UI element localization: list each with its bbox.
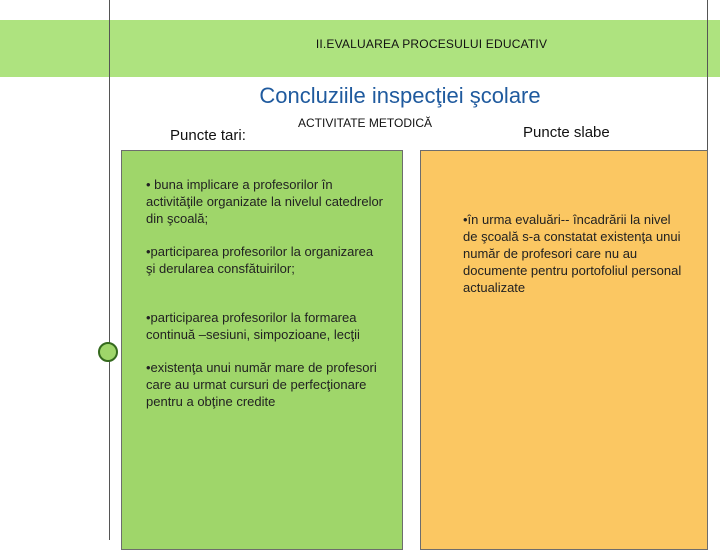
right-vertical-line xyxy=(707,0,708,150)
activity-heading: ACTIVITATE METODICĂ xyxy=(298,116,433,130)
strength-item: •participarea profesorilor la organizarea şi derularea consfătuirilor; xyxy=(146,244,374,276)
weaknesses-heading: Puncte slabe xyxy=(523,124,610,141)
strengths-heading: Puncte tari: xyxy=(170,127,246,144)
strength-item: •participarea profesorilor la formarea continuă –sesiuni, simpozioane, lecţii xyxy=(146,310,360,342)
strength-item: • buna implicare a profesorilor în activităţile organizate la nivelul catedrelor din şcoală; xyxy=(146,177,384,226)
weaknesses-box xyxy=(420,150,708,550)
header-title: II.EVALUAREA PROCESULUI EDUCATIV xyxy=(315,37,548,51)
page-title: Concluziile inspecţiei şcolare xyxy=(259,83,541,108)
strength-item: •existenţa unui număr mare de profesori care au urmat cursuri de perfecţionare pentru a obţine credite xyxy=(146,360,377,409)
left-vertical-line xyxy=(109,0,110,540)
weakness-item: •în urma evaluări-- încadrării la nivel de şcoală s-a constatat existenţa unui număr de profesori care nu au documente pentru portofoliul personal actualizate xyxy=(463,212,682,295)
timeline-marker xyxy=(98,342,118,362)
